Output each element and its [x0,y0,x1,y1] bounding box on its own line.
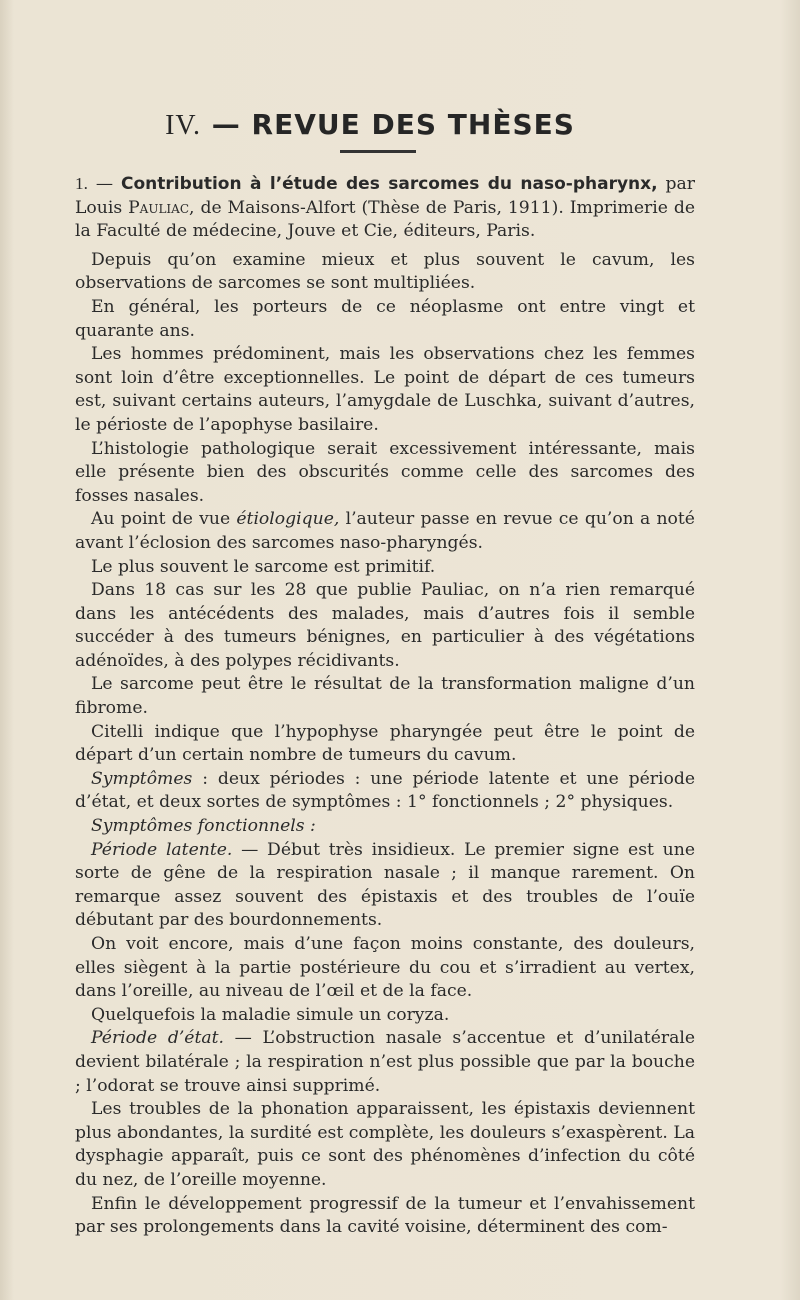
paragraph-periode-latente [75,839,695,933]
paragraph: Le sarcome peut être le résultat de la transformation maligne d’un fibrome. [75,674,695,719]
italic-term: Période d’état. [91,1028,225,1049]
text-run: l’auteur passe en revue ce qu’on a noté avant l’éclosion des sarcomes naso-pharyngés. [75,509,695,553]
paragraph: On voit encore, mais d’une façon moins constante, des douleurs, elles siègent à la partie postérieure du cou et s’irradient au vertex, dans l’oreille, au niveau de l’œil et de la face. [75,934,695,1002]
paragraph: Citelli indique que l’hypophyse pharyngée peut être le point de départ d’un certain nombre de tumeurs du cavum. [75,721,695,766]
paragraph-symptomes [75,768,695,815]
text-run: — L’obstruction nasale s’accentue et d’unilatérale devient bilatérale ; la respiration n’est plus possible que par la bouche ; l’odorat se trouve ainsi supprimé. [75,1028,696,1096]
entry-rest: de Maisons-Alfort (Thèse de Paris, 1911). Imprimerie de la Faculté de médecine, Jouve et Cie, éditeurs, Paris. [75,197,695,242]
paragraph: L’histologie pathologique serait excessivement intéressante, mais elle présente bien des obscurités comme celle des sarcomes des fosses nasales. [75,438,695,506]
section-number: IV. [165,110,202,141]
text-run: — Début très insidieux. Le premier signe est une sorte de gêne de la respiration nasale ; il manque rarement. On remarque assez souvent des épistaxis et des troubles de l’ouïe débutant par des bourdonnements. [75,839,695,931]
paragraph: Depuis qu’on examine mieux et plus souvent le cavum, les observations de sarcomes se sont multipliées. [75,249,695,294]
heading-rule [340,150,416,153]
paragraph: Quelquefois la maladie simule un coryza. [91,1004,450,1025]
italic-term: Période latente. [91,839,233,860]
entry-number: 1. [75,174,88,193]
italic-term: étiologique, [236,509,340,530]
paragraph: Dans 18 cas sur les 28 que publie Pauliac, on n’a rien remarqué dans les antécédents des malades, mais d’autres fois il semble succéder à des tumeurs bénignes, en particulier à des végétations adénoïdes, à des polypes récidivants. [75,580,695,671]
paragraph-etiologie [75,508,695,555]
entry-title: Contribution à l’étude des sarcomes du naso-pharynx, [120,174,658,194]
paragraph: Les hommes prédominent, mais les observations chez les femmes sont loin d’être exceptionnelles. Le point de départ de ces tumeurs est, suivant certains auteurs, l’amygdale de Luschka, suivant d’autres, le périoste de l’apophyse basilaire. [75,344,695,435]
thesis-entry [75,172,695,244]
entry-author: Pauliac, [128,197,195,218]
entry-dash: — [95,174,114,194]
text-run: Au point de vue [91,509,231,530]
section-heading [0,108,740,142]
section-title: REVUE DES THÈSES [251,108,575,141]
italic-term: Symptômes [91,768,193,789]
italic-subheading: Symptômes fonctionnels : [91,816,316,837]
article-body [75,172,695,1240]
entry-by: par Louis [75,174,695,218]
subheading-symptomes-fonctionnels [75,815,695,839]
text-run: : deux périodes : une période latente et une période d’état, et deux sortes de symptômes : 1° fonctionnels ; 2° physiques. [75,768,695,813]
paragraph: Les troubles de la phonation apparaissent, les épistaxis deviennent plus abondantes, la surdité est complète, les douleurs s’exaspèrent. La dysphagie apparaît, puis ce sont des phénomènes d’infection du côté du nez, de l’oreille moyenne. [75,1099,695,1190]
paragraph: En général, les porteurs de ce néoplasme ont entre vingt et quarante ans. [75,296,695,341]
paragraph: Le plus souvent le sarcome est primitif. [91,556,436,577]
paragraph-periode-etat [75,1027,695,1098]
section-dash: — [211,108,241,141]
paragraph: Enfin le développement progressif de la tumeur et l’envahissement par ses prolongements dans la cavité voisine, déterminent des com- [75,1193,695,1238]
